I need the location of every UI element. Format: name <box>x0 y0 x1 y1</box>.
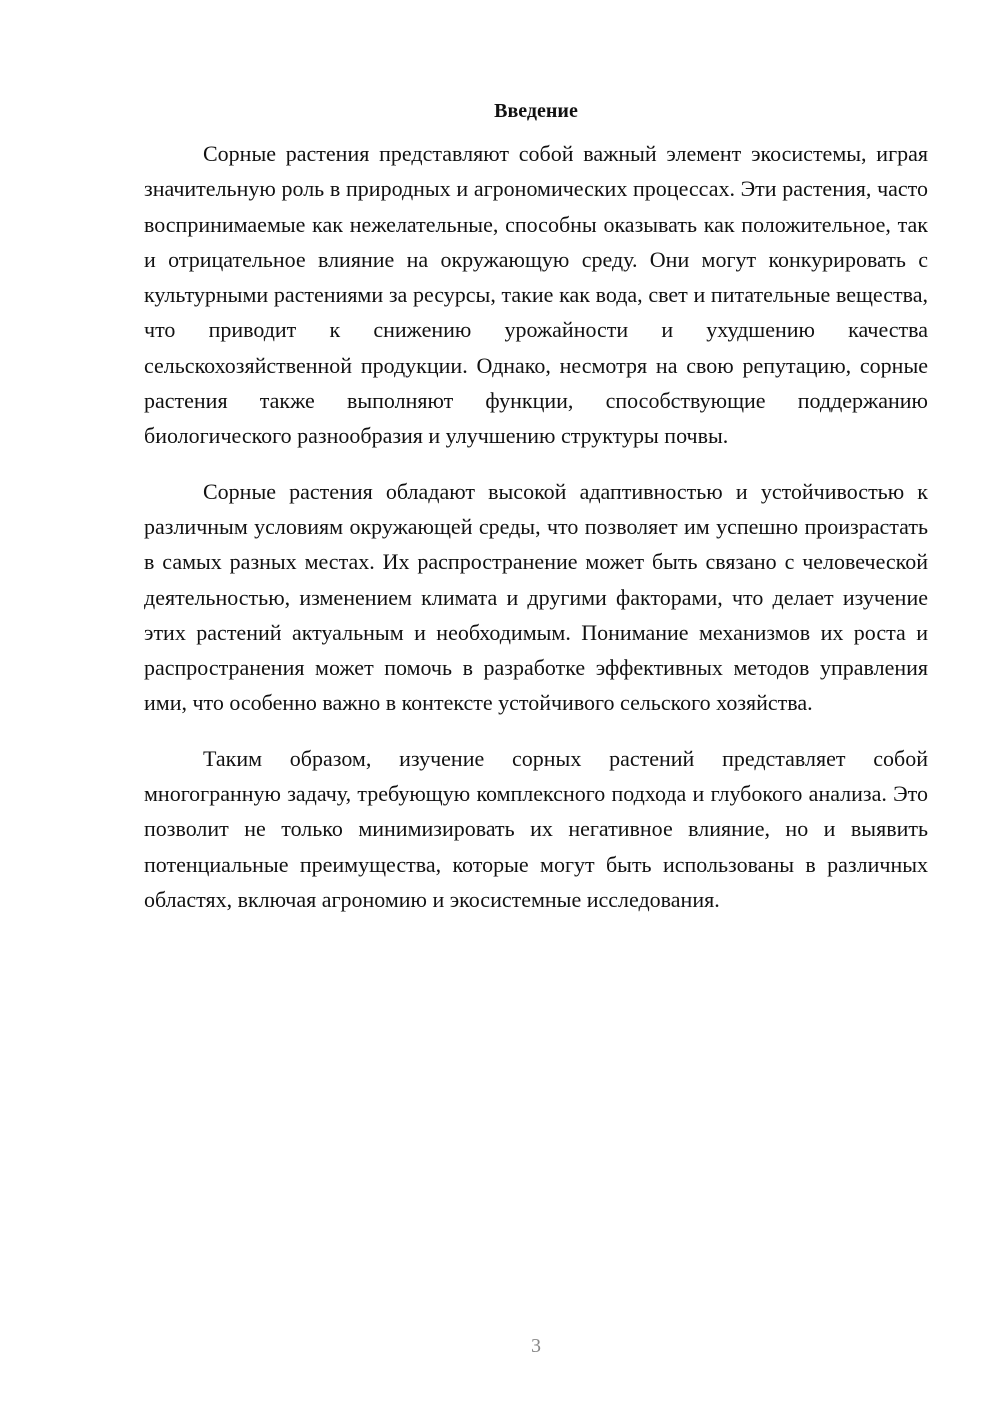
paragraph-3: Таким образом, изучение сорных растений представляет собой многогранную задачу, требующую комплексного подхода и глубокого анализа. Это позволит не только минимизировать их негативное влияние, но и выявить потенциальные преимущества, которые могут быть использованы в различных областях, включая агрономию и экосистемные исследования. <box>144 745 928 912</box>
page-number: 3 <box>531 1335 541 1357</box>
paragraph-2: Сорные растения обладают высокой адаптивностью и устойчивостью к различным условиям окружающей среды, что позволяет им успешно произрастать в самых разных местах. Их распространение может быть связано с человеческой деятельностью, изменением климата и другими факторами, что делает изучение этих растений актуальным и необходимым. Понимание механизмов их роста и распространения может помочь в разработке эффективных методов управления ими, что особенно важно в контексте устойчивого сельского хозяйства. <box>144 478 928 716</box>
paragraph-1: Сорные растения представляют собой важный элемент экосистемы, играя значительную роль в природных и агрономических процессах. Эти растения, часто воспринимаемые как нежелательные, способны оказывать как положительное, так и отрицательное влияние на окружающую среду. Они могут конкурировать с культурными растениями за ресурсы, такие как вода, свет и питательные вещества, что приводит к снижению урожайности и ухудшению качества сельскохозяйственной продукции. Однако, несмотря на свою репутацию, сорные растения также выполняют функции, способствующие поддержанию биологического разнообразия и улучшению структуры почвы. <box>144 141 928 449</box>
page-content <box>144 96 928 937</box>
section-title: Введение <box>494 100 578 122</box>
